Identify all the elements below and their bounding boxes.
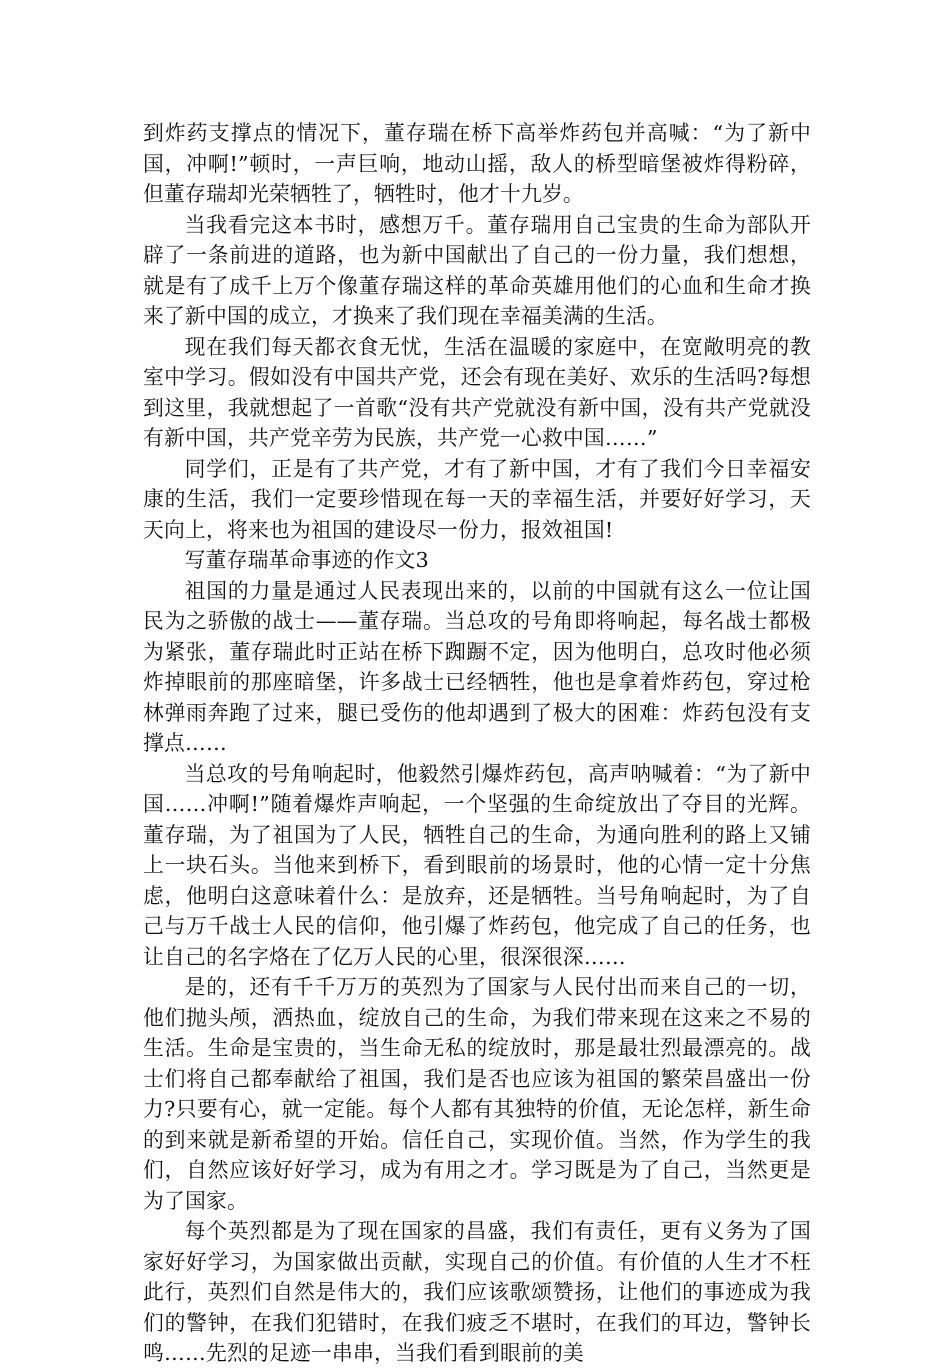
paragraph-1: 到炸药支撑点的情况下，董存瑞在桥下高举炸药包并高喊：“为了新中国，冲啊!”顿时，一声巨响，地动山摇，敌人的桥型暗堡被炸得粉碎，但董存瑞却光荣牺牲了，牺牲时，他才十九岁。 [143, 121, 811, 206]
essay-title-3: 写董存瑞革命事迹的作文3 [184, 548, 429, 572]
paragraph-8: 每个英烈都是为了现在国家的昌盛，我们有责任，更有义务为了国家好好学习，为国家做出贡献，实现自己的价值。有价值的人生才不枉此行，英烈们自然是伟大的，我们应该歌颂赞扬，让他们的事迹成为我们的警钟，在我们犯错时，在我们疲乏不堪时，在我们的耳边，警钟长鸣……先烈的足迹一串串，当我们看到眼前的美 [143, 1219, 811, 1365]
paragraph-5: 祖国的力量是通过人民表现出来的，以前的中国就有这么一位让国民为之骄傲的战士——董存瑞。当总攻的号角即将响起，每名战士都极为紧张，董存瑞此时正站在桥下踟蹰不定，因为他明白，总攻时他必须炸掉眼前的那座暗堡，许多战士已经牺牲，他也是拿着炸药包，穿过枪林弹雨奔跑了过来，腿已受伤的他却遇到了极大的困难：炸药包没有支撑点…… [143, 578, 811, 755]
paragraph-3: 现在我们每天都衣食无忧，生活在温暖的家庭中，在宽敞明亮的教室中学习。假如没有中国共产党，还会有现在美好、欢乐的生活吗?每想到这里，我就想起了一首歌“没有共产党就没有新中国，没有共产党就没有新中国，共产党辛劳为民族，共产党一心救中国……” [143, 334, 812, 450]
paragraph-2: 当我看完这本书时，感想万千。董存瑞用自己宝贵的生命为部队开辟了一条前进的道路，也为新中国献出了自己的一份力量，我们想想，就是有了成千上万个像董存瑞这样的革命英雄用他们的心血和生命才换来了新中国的成立，才换来了我们现在幸福美满的生活。 [143, 212, 811, 328]
paragraph-4: 同学们，正是有了共产党，才有了新中国，才有了我们今日幸福安康的生活，我们一定要珍惜现在每一天的幸福生活，并要好好学习，天天向上，将来也为祖国的建设尽一份力，报效祖国! [143, 456, 811, 542]
paragraph-6: 当总攻的号角响起时，他毅然引爆炸药包，高声呐喊着：“为了新中国……冲啊!”随着爆炸声响起，一个坚强的生命绽放出了夺目的光辉。董存瑞，为了祖国为了人民，牺牲自己的生命，为通向胜利的路上又铺上一块石头。当他来到桥下，看到眼前的场景时，他的心情一定十分焦虑，他明白这意味着什么：是放弃，还是牺牲。当号角响起时，为了自己与万千战士人民的信仰，他引爆了炸药包，他完成了自己的任务，也让自己的名字烙在了亿万人民的心里，很深很深…… [143, 761, 811, 969]
document-page [143, 118, 811, 1369]
paragraph-7: 是的，还有千千万万的英烈为了国家与人民付出而来自己的一切，他们抛头颅，洒热血，绽放自己的生命，为我们带来现在这来之不易的生活。生命是宝贵的，当生命无私的绽放时，那是最壮烈最漂亮的。战士们将自己都奉献给了祖国，我们是否也应该为祖国的繁荣昌盛出一份力?只要有心，就一定能。每个人都有其独特的价值，无论怎样，新生命的到来就是新希望的开始。信任自己，实现价值。当然，作为学生的我们，自然应该好好学习，成为有用之才。学习既是为了自己，当然更是为了国家。 [143, 975, 811, 1213]
